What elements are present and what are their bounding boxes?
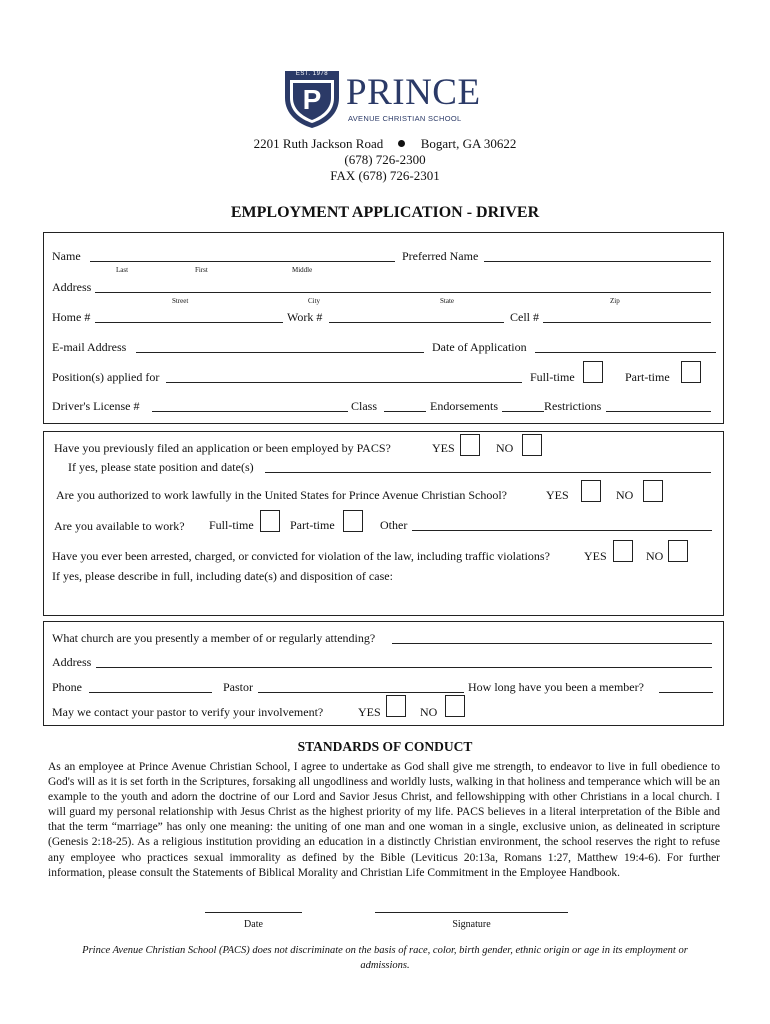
class-label: Class xyxy=(351,399,378,413)
contact-no-label: NO xyxy=(420,705,438,719)
class-field[interactable] xyxy=(384,411,426,412)
available-other-label: Other xyxy=(380,518,408,532)
available-fulltime-checkbox[interactable] xyxy=(260,510,280,532)
contact-yes-checkbox[interactable] xyxy=(386,695,406,717)
preferred-name-label: Preferred Name xyxy=(402,249,479,263)
previous-no-checkbox[interactable] xyxy=(522,434,542,456)
church-address-label: Address xyxy=(52,655,92,669)
authorized-yes-checkbox[interactable] xyxy=(581,480,601,502)
available-parttime-checkbox[interactable] xyxy=(343,510,363,532)
restrictions-label: Restrictions xyxy=(544,399,602,413)
arrested-yes-label: YES xyxy=(584,549,607,563)
date-signature-field[interactable] xyxy=(205,912,302,913)
city-sublabel: City xyxy=(308,297,321,305)
church-phone-field[interactable] xyxy=(89,692,212,693)
authorized-no-label: NO xyxy=(616,488,634,502)
position-fulltime-checkbox[interactable] xyxy=(583,361,603,383)
position-parttime-checkbox[interactable] xyxy=(681,361,701,383)
work-phone-label: Work # xyxy=(287,310,323,324)
contact-no-checkbox[interactable] xyxy=(445,695,465,717)
cell-phone-label: Cell # xyxy=(510,310,539,324)
church-question: What church are you presently a member of or regularly attending? xyxy=(52,631,376,645)
cell-phone-field[interactable] xyxy=(543,322,711,323)
work-phone-field[interactable] xyxy=(329,322,504,323)
member-duration-field[interactable] xyxy=(659,692,713,693)
authorized-question: Are you authorized to work lawfully in the United States for Prince Avenue Christian School? xyxy=(56,488,508,502)
previous-filed-question: Have you previously filed an application or been employed by PACS? xyxy=(54,441,391,455)
authorized-no-checkbox[interactable] xyxy=(643,480,663,502)
standards-heading: STANDARDS OF CONDUCT xyxy=(297,739,473,754)
school-logo xyxy=(282,68,492,130)
contact-pastor-question: May we contact your pastor to verify your involvement? xyxy=(52,705,324,719)
date-of-application-field[interactable] xyxy=(535,352,716,353)
logo-est: EST. 1978 xyxy=(295,71,329,77)
nondiscrimination-footer: Prince Avenue Christian School (PACS) does not discriminate on the basis of race, color, birth gender, ethnic origin or age in its employment or admissions. xyxy=(82,945,688,971)
bullet-icon xyxy=(398,140,405,147)
last-sublabel: Last xyxy=(116,266,129,274)
address-label: Address xyxy=(52,280,92,294)
arrested-no-checkbox[interactable] xyxy=(668,540,688,562)
endorsements-field[interactable] xyxy=(502,411,544,412)
logo-name: PRINCE xyxy=(346,72,481,113)
arrested-describe-label: If yes, please describe in full, including date(s) and disposition of case: xyxy=(52,569,393,583)
zip-sublabel: Zip xyxy=(610,297,620,305)
logo-letter: P xyxy=(302,84,322,115)
authorized-yes-label: YES xyxy=(546,488,569,502)
church-field[interactable] xyxy=(392,643,712,644)
school-address-line xyxy=(0,136,770,152)
church-address-field[interactable] xyxy=(96,667,712,668)
member-duration-question: How long have you been a member? xyxy=(468,680,644,694)
arrested-describe-area[interactable] xyxy=(52,585,712,611)
license-label: Driver's License # xyxy=(52,399,140,413)
position-label: Position(s) applied for xyxy=(52,370,160,384)
page-title: EMPLOYMENT APPLICATION - DRIVER xyxy=(230,204,540,221)
available-fulltime-label: Full-time xyxy=(209,518,254,532)
arrested-question: Have you ever been arrested, charged, or convicted for violation of the law, including traffic violations? xyxy=(52,549,550,563)
date-of-application-label: Date of Application xyxy=(432,340,527,354)
church-phone-label: Phone xyxy=(52,680,82,694)
arrested-no-label: NO xyxy=(646,549,664,563)
preferred-name-field[interactable] xyxy=(484,261,711,262)
restrictions-field[interactable] xyxy=(606,411,711,412)
logo-subname: AVENUE CHRISTIAN SCHOOL xyxy=(348,114,462,123)
middle-sublabel: Middle xyxy=(292,266,313,274)
available-question: Are you available to work? xyxy=(54,519,185,533)
license-field[interactable] xyxy=(152,411,348,412)
if-yes-position-label: If yes, please state position and date(s) xyxy=(68,460,254,474)
address-field[interactable] xyxy=(95,292,711,293)
standards-text: As an employee at Prince Avenue Christian School, I agree to undertake as God shall give me strength, to endeavor to live in full obedience to God's will as it is set forth in the Scriptures, forsaking all ungodliness and worldly lusts, walking in that holiness and temperance which will be an example to the youth and adorn the doctrine of our Lord and Savior Jesus Christ, and fellowshipping with other Christians in a local church. I will guard my personal relationship with Jesus Christ as the highest priority of my life. PACS believes in a literal interpretation of the Bible and that the term “marriage” has only one meaning: the uniting of one man and one woman in a single, exclusive union, as delineated in scripture (Genesis 2:18-25). As a religious institution providing an education in a distinctly Christian environment, the school reserves the right to refuse any employee who practices sexual immorality as defined by the Bible (Leviticus 20:13a, Romans 1:27, Matthew 19:4-6). For further information, please consult the Statements of Biblical Morality and Christian Life Commitment in the Employee Handbook. xyxy=(48,761,720,879)
available-parttime-label: Part-time xyxy=(290,518,335,532)
fulltime-label: Full-time xyxy=(530,370,575,384)
if-yes-position-field[interactable] xyxy=(265,472,711,473)
previous-yes-checkbox[interactable] xyxy=(460,434,480,456)
position-field[interactable] xyxy=(166,382,522,383)
school-fax: FAX (678) 726-2301 xyxy=(330,168,440,183)
arrested-yes-checkbox[interactable] xyxy=(613,540,633,562)
home-phone-field[interactable] xyxy=(95,322,283,323)
street-sublabel: Street xyxy=(172,297,189,305)
available-other-field[interactable] xyxy=(412,530,712,531)
home-phone-label: Home # xyxy=(52,310,91,324)
endorsements-label: Endorsements xyxy=(430,399,498,413)
pastor-label: Pastor xyxy=(223,680,253,694)
date-sign-label: Date xyxy=(244,919,263,930)
school-phone: (678) 726-2300 xyxy=(344,152,426,167)
pastor-field[interactable] xyxy=(258,692,464,693)
previous-no-label: NO xyxy=(496,441,514,455)
previous-yes-label: YES xyxy=(432,441,455,455)
first-sublabel: First xyxy=(195,266,208,274)
name-label: Name xyxy=(52,249,81,263)
state-sublabel: State xyxy=(440,297,454,305)
signature-label: Signature xyxy=(452,919,491,930)
email-label: E-mail Address xyxy=(52,340,127,354)
address-city: Bogart, GA 30622 xyxy=(420,136,517,151)
email-field[interactable] xyxy=(136,352,424,353)
name-field[interactable] xyxy=(90,261,395,262)
address-street: 2201 Ruth Jackson Road xyxy=(253,136,384,151)
parttime-label: Part-time xyxy=(625,370,670,384)
signature-field[interactable] xyxy=(375,912,568,913)
contact-yes-label: YES xyxy=(358,705,381,719)
